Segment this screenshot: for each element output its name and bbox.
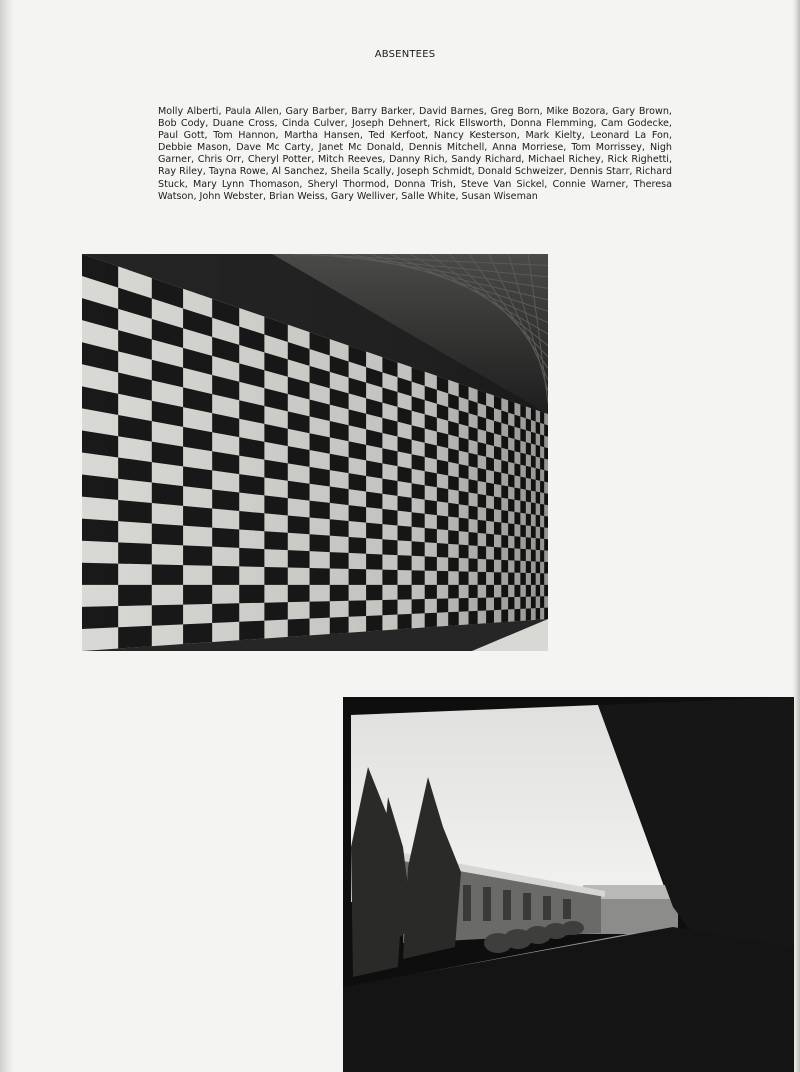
absentees-names-list: Molly Alberti, Paula Allen, Gary Barber, Barry Barker, David Barnes, Greg Born, Mike Bozora, Gary Brown, Bob Cody, Duane Cross, Cinda Culver, Joseph Dehnert, Rick Ellsworth, Donna Flemming, Cam Godecke, Paul Gott, Tom Hannon, Martha Hansen, Ted Kerfoot, Nancy Kesterson, Mark Kielty, Leonard La Fon, Debbie Mason, Dave Mc Carty, Janet Mc Donald, Dennis Mitchell, Anna Morriese, Tom Morrissey, Nigh Garner, Chris Orr, Cheryl Potter, Mitch Reeves, Danny Rich, Sandy Richard, Michael Richey, Rick Righetti, Ray Riley, Tayna Rowe, Al Sanchez, Sheila Scally, Joseph Schmidt, Donald Schweizer, Dennis Starr, Richard Stuck, Mary Lynn Thomason, Sheryl Thormod, Donna Trish, Steve Van Sickel, Connie Warner, Theresa Watson, John Webster, Brian Weiss, Gary Welliver, Salle White, Susan Wiseman — [158, 106, 672, 202]
checkerboard-mural-photo — [82, 254, 548, 651]
checkerboard-mural-image — [82, 254, 548, 651]
page-title: ABSENTEES — [374, 49, 436, 60]
courtyard-image — [343, 697, 794, 1072]
floor-shape — [472, 619, 548, 651]
courtyard-photo — [343, 697, 794, 1072]
page-binding-edge — [0, 0, 14, 1072]
